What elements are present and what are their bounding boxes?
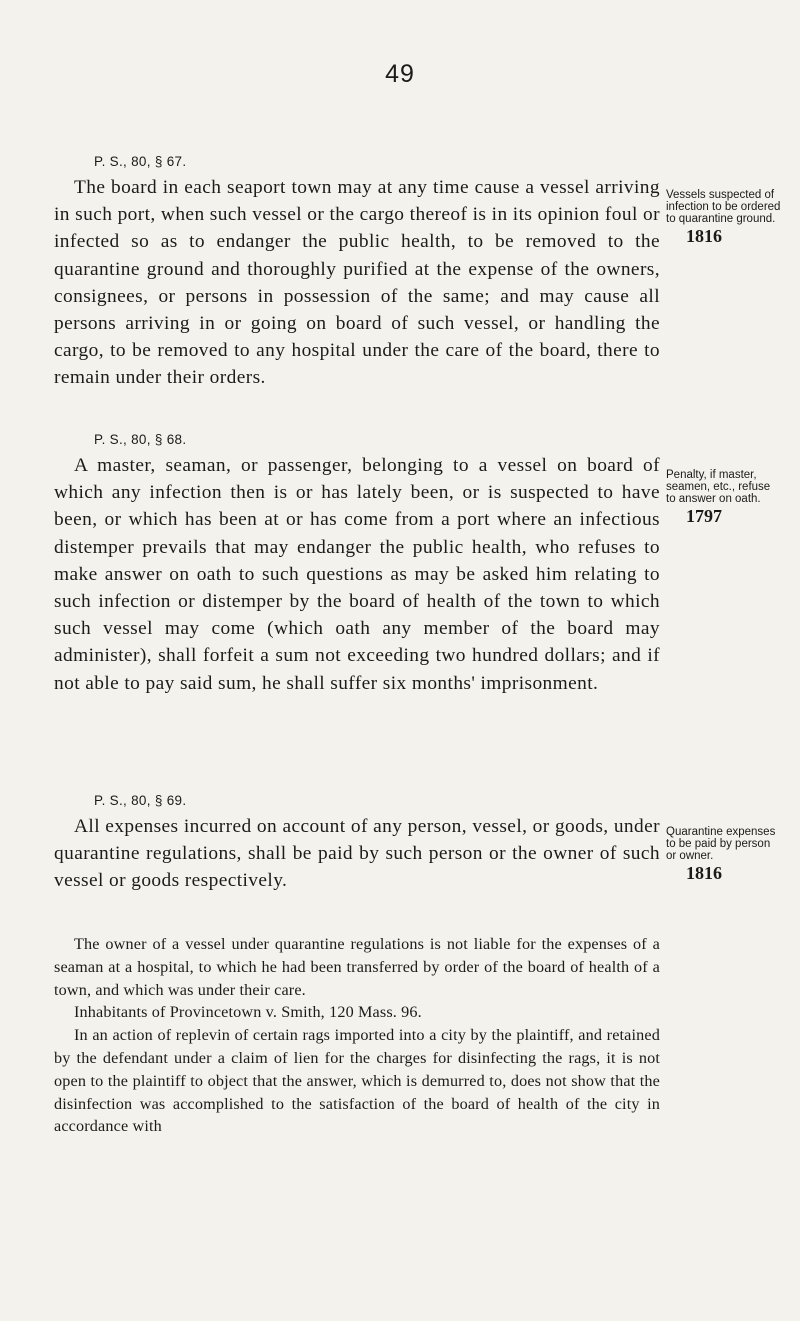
case-note: In an action of replevin of certain rags imported into a city by the plaintiff, and retained by the defendant under a claim of lien for the charges for disinfecting the rags, it is not open to the plaintiff to object that the answer, which is demurred to, does not show that the disinfection was accomplished to the satisfaction of the board of health of the city in accordance with (54, 1026, 660, 1136)
margin-note (666, 826, 781, 884)
case-note: The owner of a vessel under quarantine regulations is not liable for the expenses of a seaman at a hospital, to which he had been transferred by order of the board of health of a town, and which was under their care. (54, 935, 660, 999)
margin-year: 1816 (686, 226, 722, 247)
section-heading: P. S., 80, § 67. (94, 154, 187, 169)
statute-section-69 (54, 793, 778, 913)
section-heading: P. S., 80, § 68. (94, 432, 187, 447)
statute-section-67 (54, 154, 781, 389)
margin-note (666, 189, 781, 247)
section-text: All expenses incurred on account of any person, vessel, or goods, under quarantine regulations, shall be paid by such person or the owner of such vessel or goods respectively. (54, 816, 660, 892)
case-citation: Inhabitants of Provincetown v. Smith, 120 Mass. 96. (74, 1003, 422, 1022)
section-heading: P. S., 80, § 69. (94, 793, 187, 808)
margin-year: 1816 (686, 863, 722, 884)
page-number: 49 (385, 60, 415, 88)
statute-section-68 (54, 432, 778, 732)
margin-note-text: Quarantine expenses to be paid by person or owner. (666, 826, 776, 862)
margin-note-text: Penalty, if master, seamen, etc., refuse to answer on oath. (666, 469, 771, 505)
margin-year: 1797 (686, 506, 722, 527)
section-text: The board in each seaport town may at any time cause a vessel arriving in such port, when such vessel or the cargo thereof is in its opinion foul or infected so as to endanger the public health, to be removed to the quarantine ground and thoroughly purified at the expense of the owners, consignees, or persons in possession of the same; and may cause all persons arriving in or going on board of such vessel, or handling the cargo, to be removed to any hospital under the care of the board, there to remain under their orders. (54, 177, 660, 389)
margin-note-text: Vessels suspected of infection to be ordered to quarantine ground. (666, 189, 781, 225)
margin-note (666, 469, 781, 527)
case-notes (54, 933, 660, 1138)
section-text: A master, seaman, or passenger, belonging to a vessel on board of which any infection then is or has lately been, or is suspected to have been, or which has been at or has come from a port where an infectious distemper prevails that may endanger the public health, who refuses to make answer on oath to such questions as may be asked him relating to such infection or distemper by the board of health of the town to which such vessel may come (which oath any member of the board may administer), shall forfeit a sum not exceeding two hundred dollars; and if not able to pay said sum, he shall suffer six months' imprisonment. (54, 455, 660, 694)
